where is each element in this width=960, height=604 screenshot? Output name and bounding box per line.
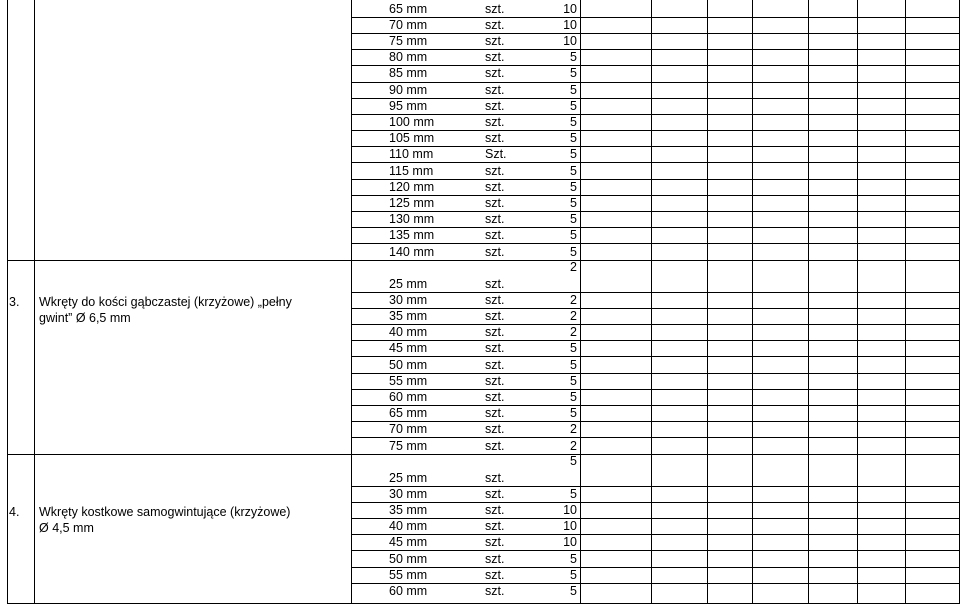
size-cell: 60 mm	[389, 389, 428, 404]
unit-cell: szt.	[485, 163, 505, 178]
unit-cell: szt.	[485, 373, 505, 388]
row-divider	[351, 583, 960, 584]
unit-cell: szt.	[485, 502, 505, 517]
size-cell: 60 mm	[389, 583, 428, 598]
row-divider	[351, 162, 960, 163]
size-cell: 65 mm	[389, 1, 428, 16]
unit-cell: szt.	[485, 66, 505, 81]
quantity-cell: 10	[563, 1, 577, 16]
unit-cell: szt.	[485, 82, 505, 97]
row-divider	[351, 389, 960, 390]
row-divider	[351, 550, 960, 551]
quantity-cell: 5	[570, 357, 577, 372]
size-cell: 35 mm	[389, 308, 428, 323]
quantity-cell: 2	[570, 259, 577, 274]
unit-cell: szt.	[485, 17, 505, 32]
quantity-cell: 5	[570, 551, 577, 566]
unit-cell: szt.	[485, 228, 505, 243]
size-cell: 115 mm	[389, 163, 434, 178]
size-cell: 40 mm	[389, 519, 428, 534]
quantity-cell: 5	[570, 195, 577, 210]
quantity-cell: 10	[563, 502, 577, 517]
quantity-cell: 5	[570, 244, 577, 259]
row-divider	[351, 33, 960, 34]
size-cell: 45 mm	[389, 535, 428, 550]
unit-cell: szt.	[485, 1, 505, 16]
size-cell: 75 mm	[389, 33, 428, 48]
size-cell: 140 mm	[389, 244, 435, 259]
row-divider	[351, 195, 960, 196]
unit-cell: szt.	[485, 50, 505, 65]
size-cell: 55 mm	[389, 567, 428, 582]
quantity-cell: 2	[570, 308, 577, 323]
row-divider	[351, 17, 960, 18]
quantity-cell: 5	[570, 114, 577, 129]
unit-cell: szt.	[485, 212, 505, 227]
size-cell: 65 mm	[389, 406, 428, 421]
row-divider	[351, 146, 960, 147]
row-divider	[351, 98, 960, 99]
grid-vline	[351, 0, 352, 604]
size-cell: 55 mm	[389, 373, 428, 388]
unit-cell: szt.	[485, 98, 505, 113]
size-cell: 30 mm	[389, 486, 428, 501]
size-cell: 25 mm	[389, 470, 428, 485]
quantity-cell: 5	[570, 486, 577, 501]
row-divider	[351, 356, 960, 357]
quantity-cell: 2	[570, 438, 577, 453]
section-3-title-line2: gwint” Ø 6,5 mm	[39, 311, 131, 325]
grid-vline	[752, 0, 753, 604]
quantity-cell: 10	[563, 535, 577, 550]
row-divider	[351, 518, 960, 519]
unit-cell: szt.	[485, 33, 505, 48]
unit-cell: szt.	[485, 389, 505, 404]
grid-vline	[808, 0, 809, 604]
row-divider	[351, 82, 960, 83]
row-divider	[351, 65, 960, 66]
quantity-cell: 2	[570, 325, 577, 340]
grid-vline	[857, 0, 858, 604]
row-divider	[351, 308, 960, 309]
quantity-cell: 5	[570, 212, 577, 227]
quantity-cell: 5	[570, 453, 577, 468]
quantity-cell: 5	[570, 147, 577, 162]
row-divider	[351, 179, 960, 180]
quantity-cell: 10	[563, 33, 577, 48]
size-cell: 45 mm	[389, 341, 428, 356]
unit-cell: szt.	[485, 276, 505, 291]
quantity-cell: 5	[570, 163, 577, 178]
row-divider	[351, 114, 960, 115]
quantity-cell: 10	[563, 17, 577, 32]
unit-cell: szt.	[485, 551, 505, 566]
unit-cell: szt.	[485, 131, 505, 146]
size-cell: 70 mm	[389, 422, 428, 437]
quantity-cell: 5	[570, 179, 577, 194]
row-divider	[351, 324, 960, 325]
quantity-cell: 5	[570, 50, 577, 65]
quantity-cell: 5	[570, 82, 577, 97]
quantity-cell: 2	[570, 422, 577, 437]
size-cell: 105 mm	[389, 131, 435, 146]
size-cell: 35 mm	[389, 502, 428, 517]
size-cell: 90 mm	[389, 82, 428, 97]
size-cell: 130 mm	[389, 212, 435, 227]
size-cell: 135 mm	[389, 228, 435, 243]
unit-cell: Szt.	[485, 147, 507, 162]
quantity-cell: 5	[570, 373, 577, 388]
size-cell: 25 mm	[389, 276, 428, 291]
unit-cell: szt.	[485, 308, 505, 323]
size-cell: 50 mm	[389, 551, 428, 566]
quantity-cell: 5	[570, 583, 577, 598]
unit-cell: szt.	[485, 406, 505, 421]
section-4-title-line1: Wkręty kostkowe samogwintujące (krzyżowe)	[39, 505, 291, 519]
unit-cell: szt.	[485, 438, 505, 453]
size-cell: 50 mm	[389, 357, 428, 372]
section-divider	[7, 260, 960, 261]
section-divider	[7, 454, 960, 455]
row-divider	[351, 211, 960, 212]
row-divider	[351, 486, 960, 487]
quantity-cell: 5	[570, 567, 577, 582]
size-cell: 30 mm	[389, 292, 428, 307]
quantity-cell: 5	[570, 228, 577, 243]
section-4-title-line2: Ø 4,5 mm	[39, 521, 94, 535]
unit-cell: szt.	[485, 422, 505, 437]
row-divider	[351, 49, 960, 50]
section-3-title-line1: Wkręty do kości gąbczastej (krzyżowe) „pełny	[39, 295, 292, 309]
unit-cell: szt.	[485, 179, 505, 194]
unit-cell: szt.	[485, 341, 505, 356]
quantity-cell: 5	[570, 341, 577, 356]
size-cell: 80 mm	[389, 50, 428, 65]
size-cell: 70 mm	[389, 17, 428, 32]
grid-vline	[580, 0, 581, 604]
quantity-cell: 2	[570, 292, 577, 307]
section-4-number: 4.	[9, 505, 20, 519]
size-cell: 40 mm	[389, 325, 428, 340]
unit-cell: szt.	[485, 486, 505, 501]
size-cell: 85 mm	[389, 66, 428, 81]
size-cell: 100 mm	[389, 114, 435, 129]
unit-cell: szt.	[485, 195, 505, 210]
unit-cell: szt.	[485, 519, 505, 534]
unit-cell: szt.	[485, 470, 505, 485]
size-cell: 125 mm	[389, 195, 435, 210]
quantity-cell: 5	[570, 66, 577, 81]
grid-vline	[707, 0, 708, 604]
unit-cell: szt.	[485, 244, 505, 259]
unit-cell: szt.	[485, 583, 505, 598]
row-divider	[351, 243, 960, 244]
row-divider	[351, 292, 960, 293]
quantity-cell: 5	[570, 98, 577, 113]
grid-vline	[905, 0, 906, 604]
row-divider	[351, 227, 960, 228]
unit-cell: szt.	[485, 114, 505, 129]
row-divider	[351, 502, 960, 503]
size-cell: 75 mm	[389, 438, 428, 453]
size-cell: 110 mm	[389, 147, 434, 162]
quantity-cell: 5	[570, 131, 577, 146]
row-divider	[351, 130, 960, 131]
grid-vline	[651, 0, 652, 604]
row-divider	[351, 373, 960, 374]
row-divider	[351, 534, 960, 535]
row-divider	[351, 421, 960, 422]
unit-cell: szt.	[485, 357, 505, 372]
row-divider	[351, 567, 960, 568]
quantity-cell: 5	[570, 389, 577, 404]
row-divider	[351, 405, 960, 406]
unit-cell: szt.	[485, 567, 505, 582]
unit-cell: szt.	[485, 292, 505, 307]
size-cell: 95 mm	[389, 98, 428, 113]
quantity-cell: 10	[563, 519, 577, 534]
section-3-number: 3.	[9, 295, 20, 309]
row-divider	[351, 340, 960, 341]
row-divider	[351, 437, 960, 438]
grid-vline	[34, 0, 35, 604]
grid-vline	[7, 0, 8, 604]
size-cell: 120 mm	[389, 179, 435, 194]
unit-cell: szt.	[485, 325, 505, 340]
unit-cell: szt.	[485, 535, 505, 550]
quantity-cell: 5	[570, 406, 577, 421]
